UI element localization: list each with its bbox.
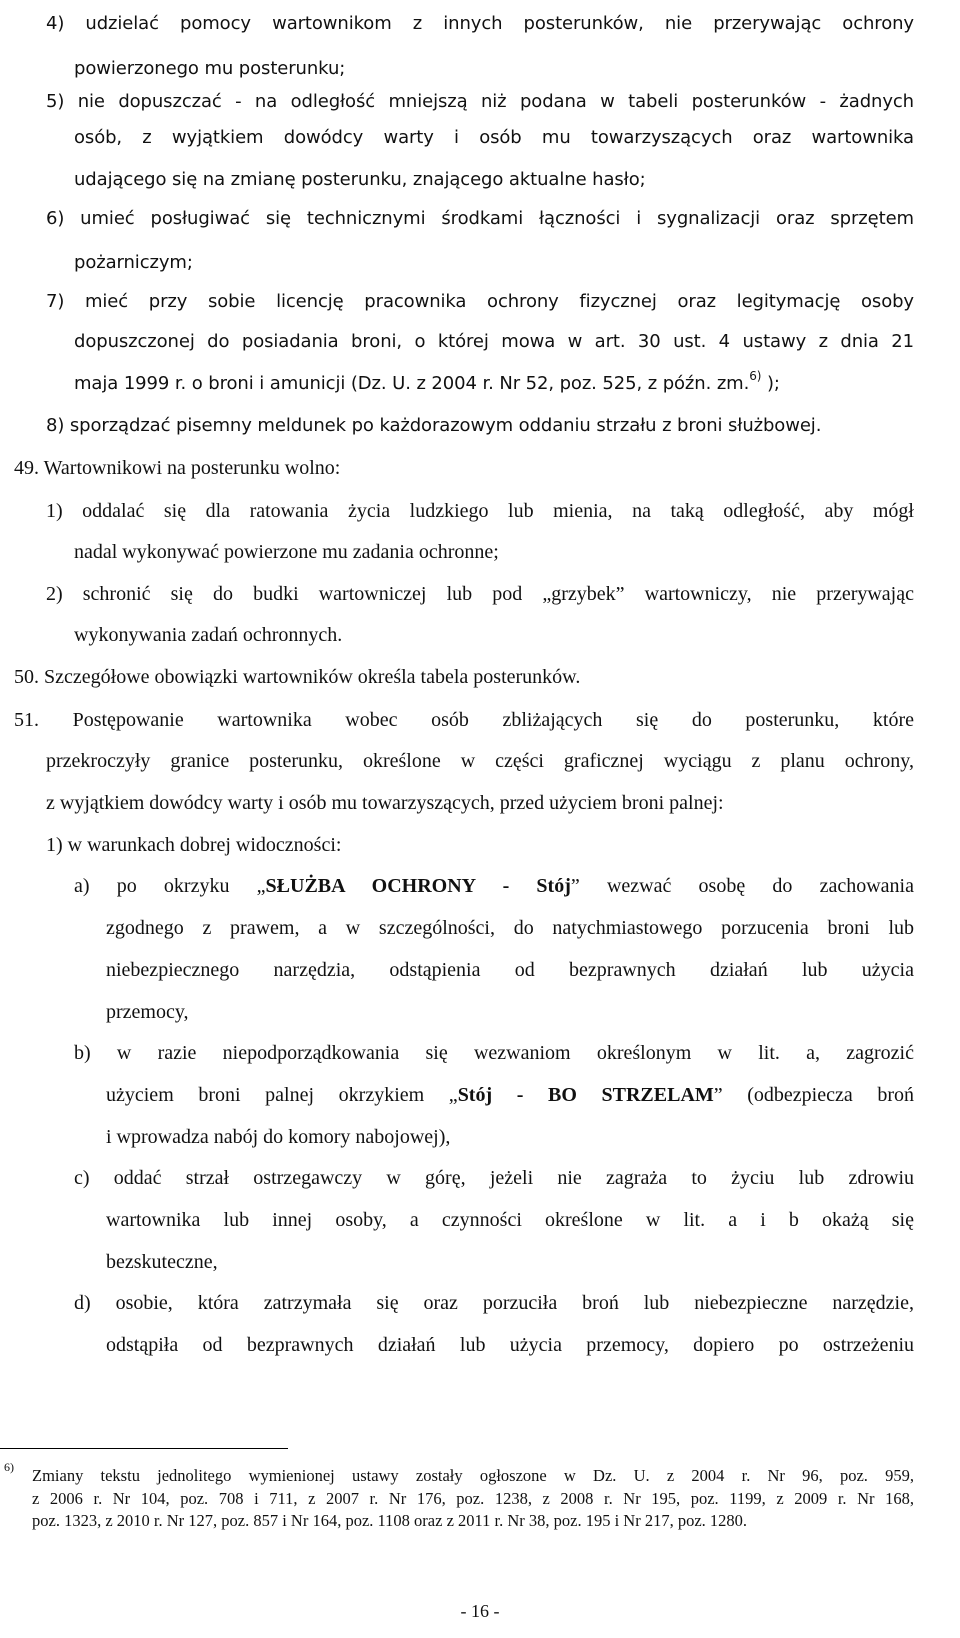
footnote-line: z 2006 r. Nr 104, poz. 708 i 711, z 2007 r. Nr 176, poz. 1238, z 2008 r. Nr 195, poz. 1199, z 2009 r. Nr 168, — [32, 1489, 914, 1508]
text-line: i wprowadza nabój do komory nabojowej), — [106, 1126, 451, 1148]
footnote-mark: 6) — [4, 1460, 14, 1474]
text-span: a) po okrzyku „ — [74, 875, 266, 897]
text-line: pożarniczym; — [74, 252, 193, 273]
text-span: ); — [761, 373, 780, 394]
text-span: maja 1999 r. o broni i amunicji (Dz. U. z 2004 r. Nr 52, poz. 525, z późn. zm. — [74, 373, 750, 394]
text-line — [74, 874, 914, 898]
text-span: ” wezwać osobę do zachowania — [570, 875, 914, 897]
text-line: bezskuteczne, — [106, 1251, 218, 1273]
section-heading: 51. Postępowanie wartownika wobec osób zbliżających się do posterunku, które — [14, 709, 914, 731]
footnote-separator — [0, 1448, 288, 1449]
text-line: b) w razie niepodporządkowania się wezwaniom określonym w lit. a, zagrozić — [74, 1042, 914, 1064]
text-line: d) osobie, która zatrzymała się oraz porzuciła broń lub niebezpieczne narzędzie, — [74, 1292, 914, 1314]
text-line — [74, 369, 780, 396]
text-line: przemocy, — [106, 1001, 189, 1023]
text-line: 4) udzielać pomocy wartownikom z innych posterunków, nie przerywając ochrony — [46, 13, 914, 34]
text-line: udającego się na zmianę posterunku, znającego aktualne hasło; — [74, 169, 646, 190]
text-span: użyciem broni palnej okrzykiem „ — [106, 1084, 458, 1106]
text-line — [106, 1083, 914, 1107]
text-line: 1) oddalać się dla ratowania życia ludzkiego lub mienia, na taką odległość, aby mógł — [46, 500, 914, 522]
section-heading: 49. Wartownikowi na posterunku wolno: — [14, 457, 341, 479]
text-line: przekroczyły granice posterunku, określone w części graficznej wyciągu z planu ochrony, — [46, 750, 914, 772]
text-line: 6) umieć posługiwać się technicznymi środkami łączności i sygnalizacji oraz sprzętem — [46, 208, 914, 229]
footnote-line: poz. 1323, z 2010 r. Nr 127, poz. 857 i Nr 164, poz. 1108 oraz z 2011 r. Nr 38, poz. 195 i Nr 217, poz. 1280. — [32, 1511, 748, 1530]
text-line: niebezpiecznego narzędzia, odstąpienia od bezprawnych działań lub użycia — [106, 959, 914, 981]
text-line: zgodnego z prawem, a w szczególności, do natychmiastowego porzucenia broni lub — [106, 917, 914, 939]
text-line: wartownika lub innej osoby, a czynności określone w lit. a i b okażą się — [106, 1209, 914, 1231]
text-line: 8) sporządzać pisemny meldunek po każdorazowym oddaniu strzału z broni służbowej. — [46, 415, 822, 436]
emphasis-text: SŁUŻBA OCHRONY - Stój — [265, 875, 571, 897]
emphasis-text: Stój - BO STRZELAM — [457, 1084, 714, 1106]
text-line: osób, z wyjątkiem dowódcy warty i osób mu towarzyszących oraz wartownika — [74, 127, 914, 148]
text-line: wykonywania zadań ochronnych. — [74, 624, 343, 646]
text-line: odstąpiła od bezprawnych działań lub użycia przemocy, dopiero po ostrzeżeniu — [106, 1334, 914, 1356]
text-line: c) oddać strzał ostrzegawczy w górę, jeżeli nie zagraża to życiu lub zdrowiu — [74, 1167, 914, 1189]
text-line: 1) w warunkach dobrej widoczności: — [46, 834, 342, 856]
text-line: 5) nie dopuszczać - na odległość mniejszą niż podana w tabeli posterunków - żadnych — [46, 91, 914, 112]
text-line: z wyjątkiem dowódcy warty i osób mu towarzyszących, przed użyciem broni palnej: — [46, 792, 724, 814]
page-number: - 16 - — [460, 1601, 500, 1621]
text-line: nadal wykonywać powierzone mu zadania ochronne; — [74, 541, 499, 563]
footnote-reference: 6) — [749, 369, 762, 383]
text-line: powierzonego mu posterunku; — [74, 58, 346, 79]
text-span: ” (odbezpiecza broń — [713, 1084, 915, 1106]
footnote-line: Zmiany tekstu jednolitego wymienionej ustawy zostały ogłoszone w Dz. U. z 2004 r. Nr 96, poz. 959, — [32, 1466, 914, 1485]
text-line: 2) schronić się do budki wartowniczej lub pod „grzybek” wartowniczy, nie przerywając — [46, 583, 914, 605]
text-line: dopuszczonej do posiadania broni, o której mowa w art. 30 ust. 4 ustawy z dnia 21 — [74, 331, 914, 352]
section-heading: 50. Szczegółowe obowiązki wartowników określa tabela posterunków. — [14, 666, 581, 688]
text-line: 7) mieć przy sobie licencję pracownika ochrony fizycznej oraz legitymację osoby — [46, 291, 914, 312]
